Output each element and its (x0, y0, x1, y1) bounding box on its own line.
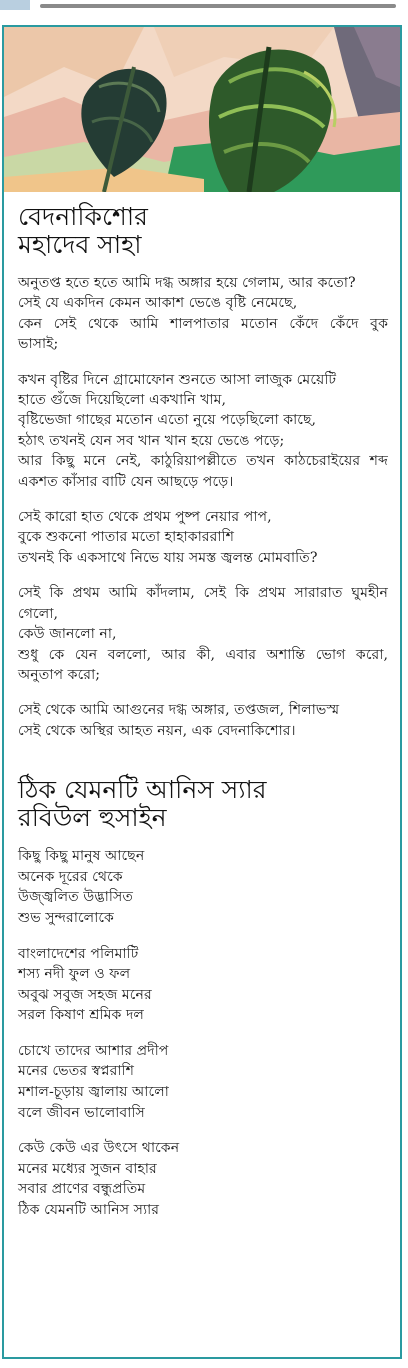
poem2-stanza-3 (18, 1041, 388, 1123)
poem-line: মনের মধ্যের সুজন বাহার (18, 1160, 157, 1177)
poem-line: কেউ কেউ এর উৎসে থাকেন (18, 1140, 180, 1157)
poem2-stanza-2 (18, 944, 388, 1026)
poem-line: চোখে তাদের আশার প্রদীপ (18, 1042, 169, 1059)
poem-line: বলে জীবন ভালোবাসি (18, 1104, 145, 1121)
poem1-stanza-4 (18, 583, 388, 685)
poem-line: কেউ জানলো না, (18, 626, 117, 643)
poem1-stanza-1 (18, 273, 388, 355)
article-content (18, 203, 388, 1236)
poem-line: সেই থেকে আমি আগুনের দগ্ধ অঙ্গার, তপ্তজল, শিলাভস্ম (18, 702, 340, 719)
poem-line: কিছু কিছু মানুষ আছেন (18, 848, 145, 865)
poem1-stanza-5 (18, 700, 388, 741)
poem-line: কেন সেই থেকে আমি শালপাতার মতোন কেঁদে কেঁদে বুক (18, 315, 388, 332)
poem1-author: মহাদেব সাহা (18, 230, 142, 259)
poem-line: হঠাৎ তখনই যেন সব খান খান হয়ে ভেঙে পড়ে; (18, 432, 285, 449)
header-painting (4, 27, 400, 192)
poem-line: হাতে গুঁজে দিয়েছিলো একখানি খাম, (18, 392, 227, 409)
poem-line: শস্য নদী ফুল ও ফল (18, 966, 131, 983)
poem-line: ঠিক যেমনটি আনিস স্যার (18, 1202, 160, 1219)
poem1-title: বেদনাকিশোর (18, 202, 148, 231)
poem2-author: রবিউল হুসাইন (18, 803, 167, 833)
poem-line: সেই যে একদিন কেমন আকাশ ভেঙে বৃষ্টি নেমেছে, (18, 295, 298, 312)
poem-line: বুকে শুকনো পাতার মতো হাহাকাররাশি (18, 529, 234, 546)
poem1-stanza-2 (18, 370, 388, 492)
top-strip-tab (0, 0, 30, 10)
poem-line: মনের ভেতর স্বপ্নরাশি (18, 1063, 134, 1080)
poem-line: সবার প্রাণের বন্ধুপ্রতিম (18, 1181, 146, 1198)
poem-line: কখন বৃষ্টির দিনে গ্রামোফোন শুনতে আসা লাজুক মেয়েটি (18, 371, 337, 388)
poem-line: বৃষ্টিভেজা গাছের মতোন এতো নুয়ে পড়েছিলো কাছে, (18, 412, 317, 429)
section-gap (18, 756, 388, 776)
poem-line: অবুঝ সবুজ সহজ মনের (18, 986, 152, 1003)
banana-leaf-painting (4, 27, 400, 192)
poem-line: অনুতাপ করো; (18, 666, 100, 683)
poem-line: সেই কি প্রথম আমি কাঁদলাম, সেই কি প্রথম সারারাত ঘুমহীন গেলো, (18, 585, 388, 622)
poem-line: শুভ সুন্দরালোকে (18, 909, 114, 926)
poem-line: তখনই কি একসাথে নিভে যায় সমস্ত জ্বলন্ত মোমবাতি? (18, 549, 318, 566)
poem-line: অনুতপ্ত হতে হতে আমি দগ্ধ অঙ্গার হয়ে গেলাম, আর কতো? (18, 275, 356, 291)
poem-line: একশত কাঁসার বাটি যেন আছড়ে পড়ে। (18, 473, 234, 490)
poem-line: ভাসাই; (18, 336, 59, 353)
poem-line: বাংলাদেশের পলিমাটি (18, 945, 139, 962)
poem-line: আর কিছু মনে নেই, কাঠুরিয়াপল্লীতে তখন কাঠচেরাইয়ের শব্দ (18, 453, 388, 470)
poem-line: শুধু কে যেন বললো, আর কী, এবার অশান্তি ভোগ করো, (18, 646, 388, 663)
poem2-title: ঠিক যেমনটি আনিস স্যার (18, 775, 267, 805)
poem-line: সেই কারো হাত থেকে প্রথম পুষ্প নেয়ার পাপ, (18, 509, 272, 526)
article-frame (2, 25, 402, 1359)
poem-line: অনেক দূরের থেকে (18, 868, 123, 885)
poem2-stanza-1 (18, 846, 388, 928)
poem-line: সেই থেকে অস্থির আহত নয়ন, এক বেদনাকিশোর। (18, 722, 296, 739)
poem-line: উজ্জ্বলিত উদ্ভাসিত (18, 889, 133, 906)
poem-line: সরল কিষাণ শ্রমিক দল (18, 1007, 144, 1024)
poem1-stanza-3 (18, 507, 388, 568)
top-strip-rule (40, 4, 396, 8)
poem-line: মশাল-চূড়ায় জ্বালায় আলো (18, 1084, 169, 1101)
poem2-stanza-4 (18, 1138, 388, 1220)
top-strip (0, 0, 408, 14)
